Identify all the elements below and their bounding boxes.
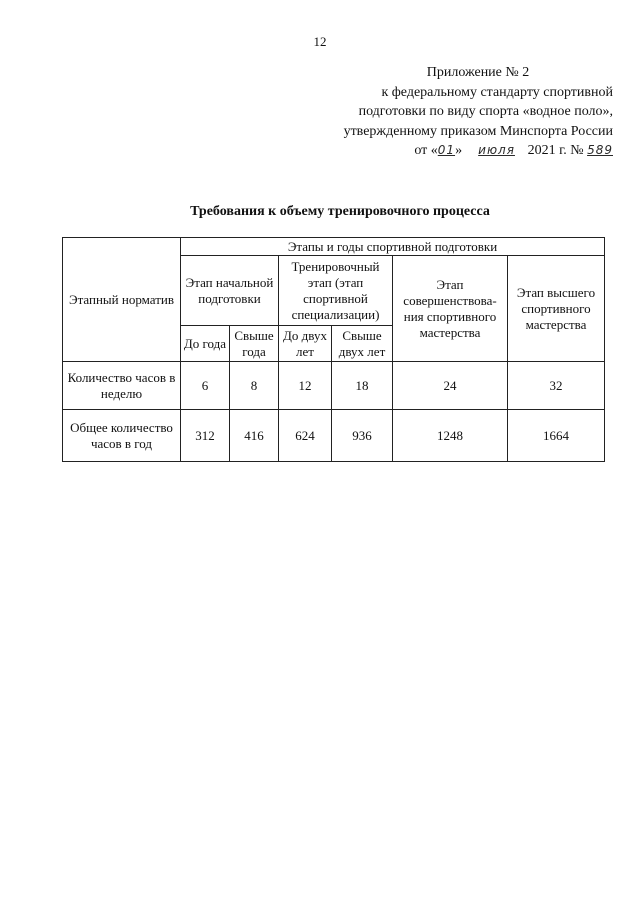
table-cell: 12	[279, 362, 332, 410]
date-mid: »	[455, 143, 463, 158]
appendix-date-line	[283, 141, 613, 161]
table-cell: 32	[508, 362, 605, 410]
appendix-title: Приложение № 2	[426, 65, 530, 80]
appendix-line-sport: подготовки по виду спорта «водное поло»,	[358, 104, 613, 119]
header-stage-improvement: Этап совершенствова-ния спортивного мастерства	[393, 256, 508, 362]
table-row	[63, 362, 605, 410]
date-year: 2021 г. №	[527, 143, 584, 158]
date-prefix: от «	[414, 143, 438, 158]
header-stages-group: Этапы и годы спортивной подготовки	[181, 238, 605, 256]
subheader-initial-up-to-year: До года	[181, 326, 230, 362]
header-stage-highest: Этап высшего спортивного мастерства	[508, 256, 605, 362]
appendix-line-order: утвержденному приказом Минспорта России	[343, 123, 613, 139]
subheader-training-over-two: Свыше двух лет	[332, 326, 393, 362]
page-number: 12	[313, 34, 327, 49]
subheader-initial-over-year: Свыше года	[230, 326, 279, 362]
table-cell: 936	[332, 410, 393, 462]
row-label: Количество часов в неделю	[63, 362, 181, 410]
table-cell: 8	[230, 362, 279, 410]
table-cell: 1248	[393, 410, 508, 462]
order-number-handwritten: 589	[587, 143, 613, 157]
table-row	[63, 410, 605, 462]
table-cell: 18	[332, 362, 393, 410]
appendix-header	[283, 63, 613, 161]
table-cell: 24	[393, 362, 508, 410]
table-cell: 312	[181, 410, 230, 462]
appendix-line-standard: к федеральному стандарту спортивной	[381, 84, 613, 100]
date-month-handwritten: июля	[478, 143, 515, 157]
table-cell: 1664	[508, 410, 605, 462]
date-day-handwritten: 01	[437, 143, 456, 157]
table-title: Требования к объему тренировочного процесса	[190, 204, 490, 219]
row-label: Общее количество часов в год	[63, 410, 181, 462]
header-stage-training: Тренировочный этап (этап спортивной специализации)	[279, 256, 393, 326]
subheader-training-up-to-two: До двух лет	[279, 326, 332, 362]
header-normative: Этапный норматив	[63, 238, 181, 362]
table-cell: 6	[181, 362, 230, 410]
table-cell: 416	[230, 410, 279, 462]
header-stage-initial: Этап начальной подготовки	[181, 256, 279, 326]
training-volume-table	[62, 237, 605, 462]
table-cell: 624	[279, 410, 332, 462]
